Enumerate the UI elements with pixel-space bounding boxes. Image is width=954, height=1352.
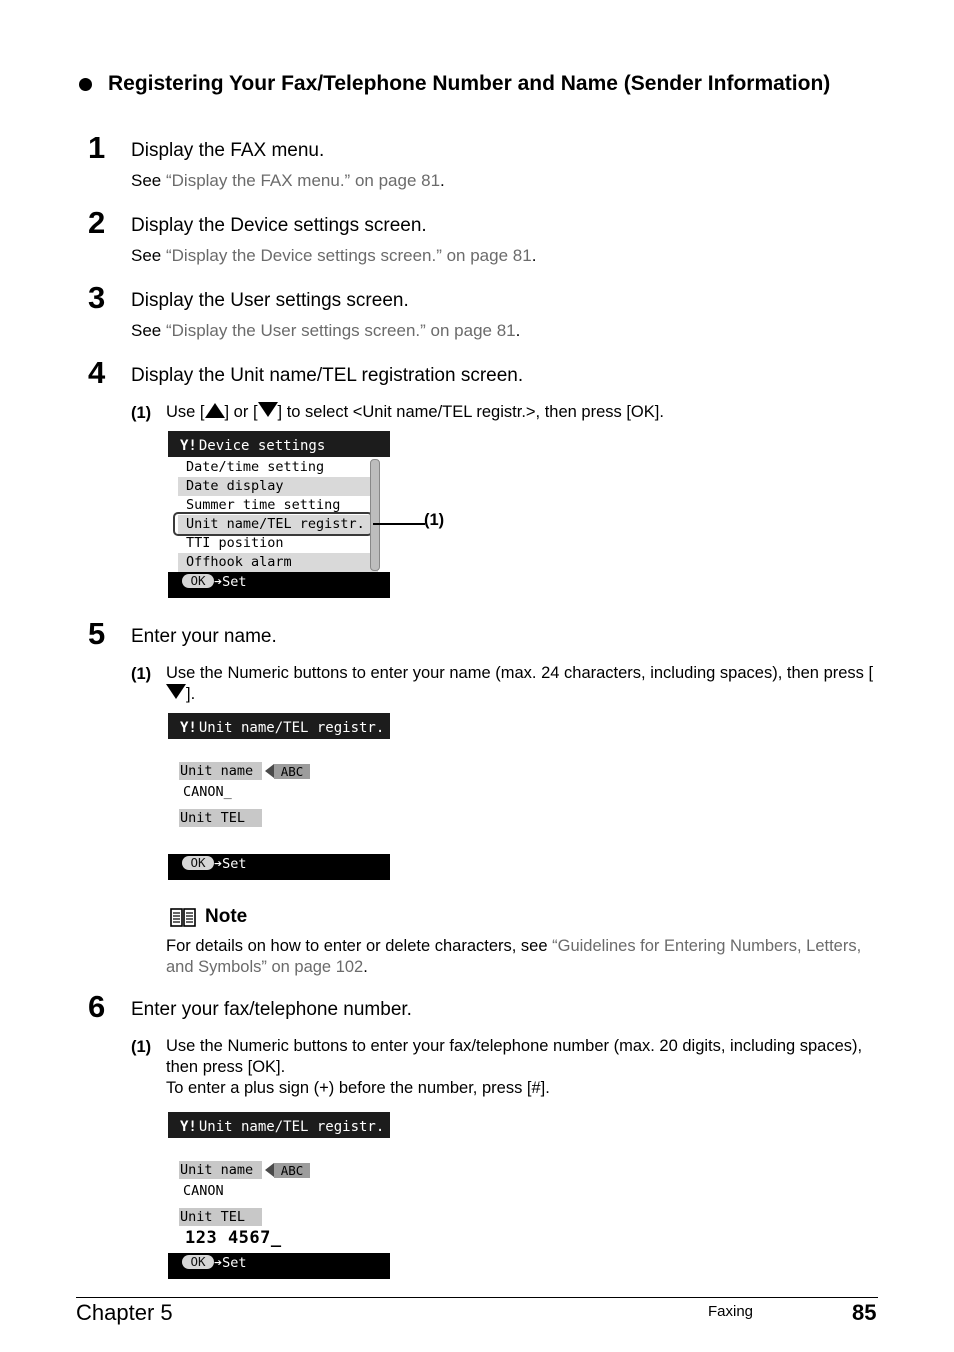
step-6-text: Enter your fax/telephone number. xyxy=(131,999,412,1020)
lcd-device-settings xyxy=(168,431,390,598)
footer-rule xyxy=(76,1297,878,1298)
settings-tool-icon: Y! xyxy=(180,720,197,736)
mode-pointer-icon xyxy=(265,1163,274,1177)
unit-tel-value[interactable]: 123 4567_ xyxy=(185,1228,282,1248)
step-4-sub-number: (1) xyxy=(131,404,152,422)
up-arrow-icon xyxy=(205,403,225,418)
step-5-sub-number: (1) xyxy=(131,665,152,683)
unit-name-label: Unit name xyxy=(179,1161,262,1179)
callout-line xyxy=(373,523,425,525)
unit-name-value: CANON xyxy=(183,1183,224,1199)
menu-item-offhook-alarm[interactable]: Offhook alarm xyxy=(178,553,378,572)
footer-chapter: Chapter 5 xyxy=(76,1300,173,1325)
down-arrow-icon xyxy=(166,684,186,699)
lcd-header: Y! Unit name/TEL registr. xyxy=(168,1112,390,1138)
menu-item-summer-time[interactable]: Summer time setting xyxy=(186,497,341,513)
step-2-text: Display the Device settings screen. xyxy=(131,215,427,236)
lcd-unit-name-entry xyxy=(168,713,390,880)
lcd-footer: OK ➔Set xyxy=(168,854,390,880)
unit-name-value[interactable]: CANON_ xyxy=(183,784,232,800)
step-1-link[interactable]: “Display the FAX menu.” on page 81 xyxy=(165,171,441,190)
unit-name-label: Unit name xyxy=(179,762,262,780)
step-6-number: 6 xyxy=(88,989,106,1024)
step-4-sub-text: Use [ ] or [ ] to select <Unit name/TEL registr.>, then press [OK]. xyxy=(166,403,664,421)
menu-item-tti-position[interactable]: TTI position xyxy=(186,535,284,551)
lcd-unit-tel-entry xyxy=(168,1112,390,1279)
menu-item-date-time[interactable]: Date/time setting xyxy=(186,459,325,475)
step-5-sub-text: Use the Numeric buttons to enter your name (max. 24 characters, including spaces), then press []. xyxy=(166,664,874,703)
settings-tool-icon: Y! xyxy=(180,438,197,454)
input-mode-badge: ABC xyxy=(274,1163,310,1178)
step-5-text: Enter your name. xyxy=(131,626,277,647)
lcd-header: Y! Unit name/TEL registr. xyxy=(168,713,390,739)
callout-label: (1) xyxy=(424,511,445,529)
step-2-see: See “Display the Device settings screen.” on page 81. xyxy=(131,246,537,265)
step-6-sub-text: Use the Numeric buttons to enter your fax/telephone number (max. 20 digits, including spaces), then press [OK]. To enter a plus sign (+) before the number, press [#]. xyxy=(166,1037,863,1097)
input-mode-badge: ABC xyxy=(274,764,310,779)
step-4-text: Display the Unit name/TEL registration screen. xyxy=(131,365,524,386)
menu-item-date-display[interactable]: Date display xyxy=(178,477,378,496)
step-5-number: 5 xyxy=(88,616,106,651)
bullet-icon xyxy=(79,78,92,91)
unit-tel-label: Unit TEL xyxy=(179,809,262,827)
step-4-number: 4 xyxy=(88,355,106,390)
step-3-see: See “Display the User settings screen.” on page 81. xyxy=(131,321,521,340)
step-2-link[interactable]: “Display the Device settings screen.” on page 81 xyxy=(165,246,532,265)
ok-button[interactable]: OK xyxy=(182,574,214,588)
footer-section: Faxing xyxy=(708,1303,754,1320)
ok-button[interactable]: OK xyxy=(182,856,214,870)
ok-button[interactable]: OK xyxy=(182,1255,214,1269)
unit-tel-label: Unit TEL xyxy=(179,1208,262,1226)
menu-item-unit-name-tel[interactable]: Unit name/TEL registr. xyxy=(178,515,378,534)
step-6-sub-number: (1) xyxy=(131,1038,152,1056)
lcd-footer: OK ➔Set xyxy=(168,572,390,598)
note-text: For details on how to enter or delete characters, see “Guidelines for Entering Numbers, Letters, and Symbols” on page 102. xyxy=(166,937,862,976)
page-number: 85 xyxy=(852,1300,877,1325)
step-1-number: 1 xyxy=(88,130,106,165)
step-3-number: 3 xyxy=(88,280,106,315)
note-book-icon xyxy=(170,908,196,928)
step-1-see: See “Display the FAX menu.” on page 81. xyxy=(131,171,445,190)
scrollbar[interactable] xyxy=(370,459,380,571)
step-3-link[interactable]: “Display the User settings screen.” on page 81 xyxy=(165,321,516,340)
step-1-text: Display the FAX menu. xyxy=(131,140,325,161)
settings-tool-icon: Y! xyxy=(180,1119,197,1135)
lcd-footer: OK ➔Set xyxy=(168,1253,390,1279)
note-link[interactable]: “Guidelines for Entering Numbers, Letters, and Symbols” on page 102 xyxy=(166,937,862,976)
down-arrow-icon xyxy=(258,402,278,417)
note-title: Note xyxy=(205,906,248,927)
lcd-header: Y! Device settings xyxy=(168,431,390,457)
mode-pointer-icon xyxy=(265,764,274,778)
step-3-text: Display the User settings screen. xyxy=(131,290,409,311)
step-2-number: 2 xyxy=(88,205,106,240)
selection-highlight xyxy=(173,512,373,536)
section-title: Registering Your Fax/Telephone Number and Name (Sender Information) xyxy=(108,72,831,95)
